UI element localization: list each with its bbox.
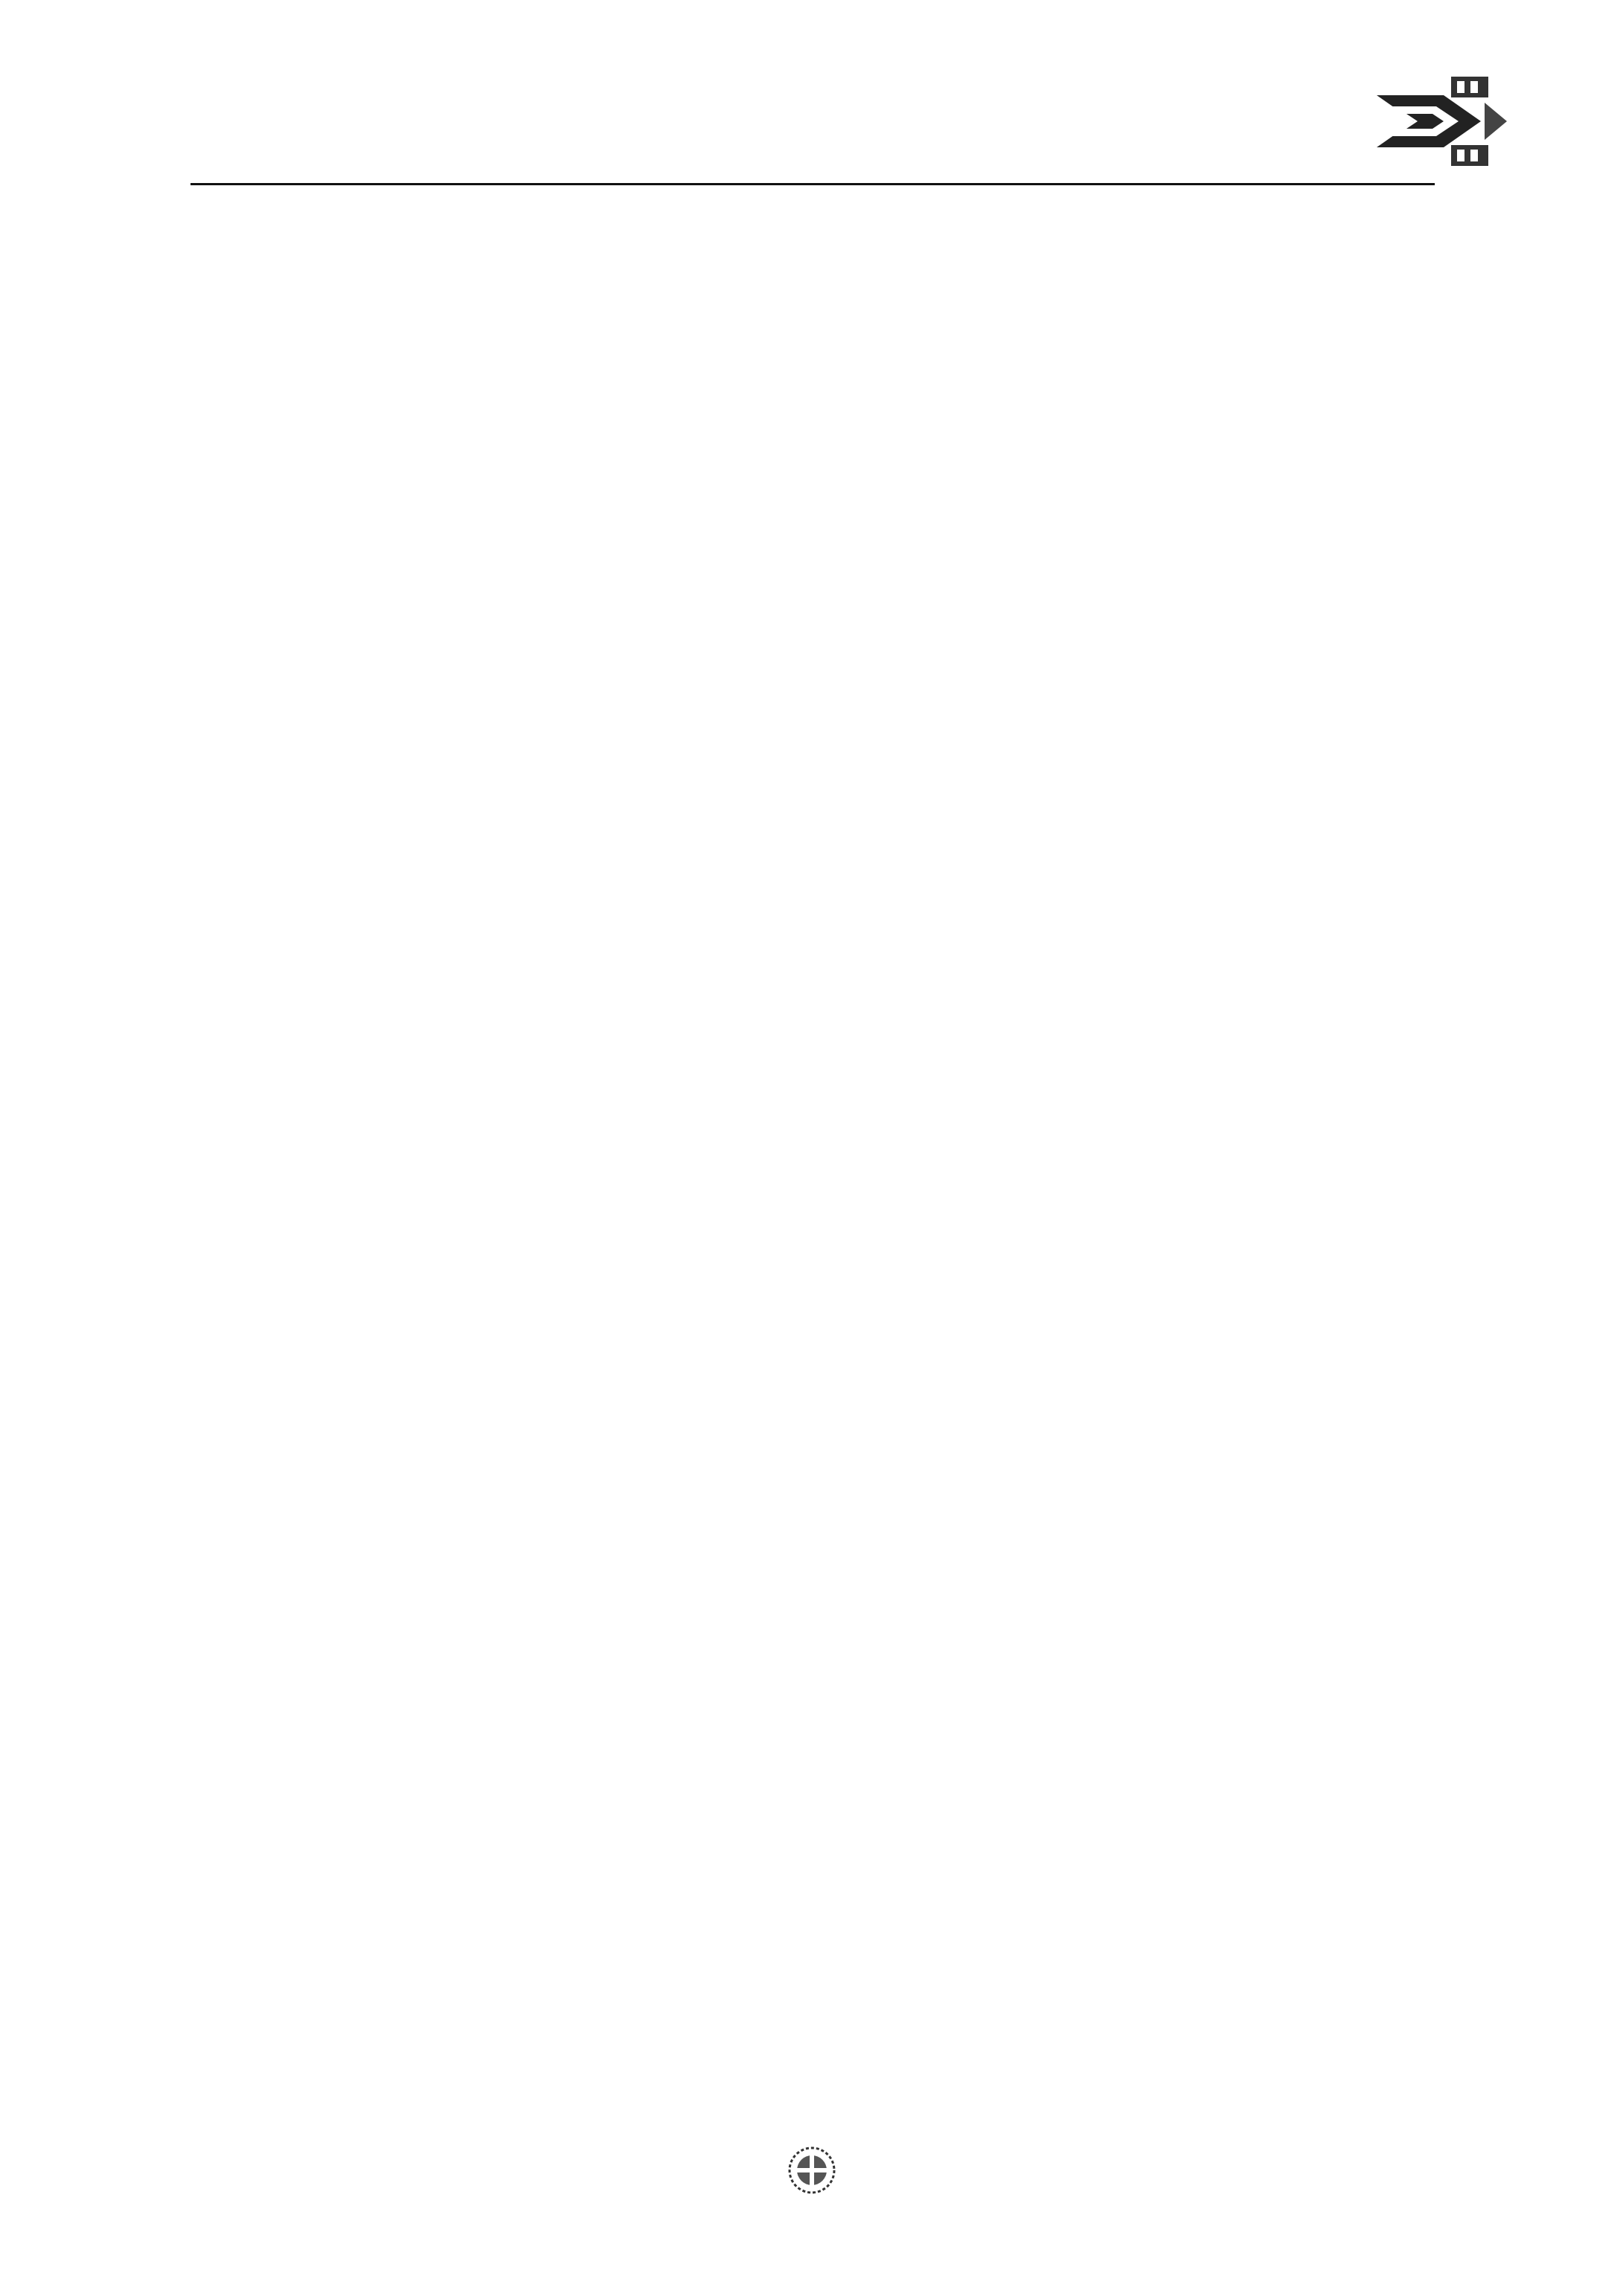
ornament-emblem-icon (786, 2144, 838, 2196)
ethnic-pattern-logo-icon (1362, 65, 1511, 177)
header-rule (191, 183, 1435, 185)
